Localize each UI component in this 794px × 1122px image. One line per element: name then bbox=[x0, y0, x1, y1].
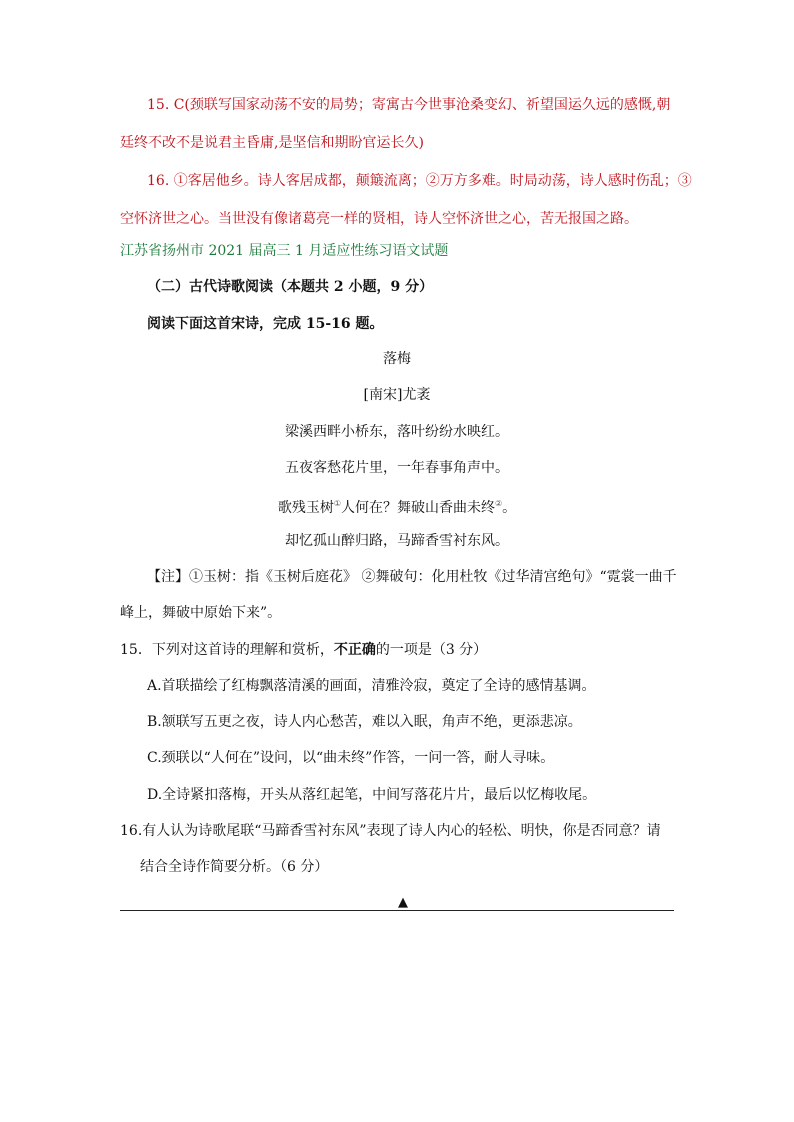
poem-line-3-part-b: 人何在？舞破山香曲未终 bbox=[341, 500, 495, 516]
poem-line-4: 却忆孤山醉归路，马蹄香雪衬东风。 bbox=[285, 533, 509, 549]
question-15-emphasis: 不正确 bbox=[333, 642, 376, 658]
option-c: C.颈联以“人何在”设问，以“曲未终”作答，一问一答，耐人寻味。 bbox=[147, 750, 555, 766]
poem-author: [南宋]尤袤 bbox=[363, 387, 431, 403]
question-16-line1: 16.有人认为诗歌尾联“马蹄香雪衬东风”表现了诗人内心的轻松、明快，你是否同意？请 bbox=[120, 823, 661, 839]
answer-marker-icon: ▲ bbox=[398, 895, 408, 910]
question-15-stem bbox=[120, 641, 487, 659]
answer-16-line1: 16. ①客居他乡。诗人客居成都，颠簸流离；②万方多难。时局动荡，诗人感时伤乱；③ bbox=[147, 173, 692, 189]
section-heading: （二）古代诗歌阅读（本题共 2 小题，9 分） bbox=[147, 279, 434, 295]
note-ref-1: ① bbox=[333, 499, 341, 508]
answer-15-line2: 廷终不改不是说君主昏庸,是坚信和期盼官运长久) bbox=[120, 135, 424, 151]
answer-15-line1: 15. C(颈联写国家动荡不安的局势；寄寓古今世事沧桑变幻、祈望国运久远的感慨,朝 bbox=[147, 97, 671, 113]
poem-line-3 bbox=[0, 495, 794, 517]
source-title: 江苏省扬州市 2021 届高三 1 月适应性练习语文试题 bbox=[120, 243, 449, 259]
answer-line bbox=[120, 910, 674, 911]
question-16-line2: 结合全诗作简要分析。（6 分） bbox=[140, 859, 329, 875]
note-line-1: 【注】①玉树：指《玉树后庭花》 ②舞破句：化用杜牧《过华清宫绝句》“霓裳一曲千 bbox=[147, 569, 677, 585]
poem-title: 落梅 bbox=[383, 351, 411, 367]
poem-line-3-part-a: 歌残玉树 bbox=[277, 500, 334, 516]
question-15-stem-part-b: 的一项是（3 分） bbox=[375, 642, 488, 658]
note-ref-2: ② bbox=[495, 499, 503, 508]
instruction: 阅读下面这首宋诗，完成 15-16 题。 bbox=[147, 316, 384, 332]
answer-16-line2: 空怀济世之心。当世没有像诸葛亮一样的贤相，诗人空怀济世之心，苦无报国之路。 bbox=[120, 211, 638, 227]
question-15-stem-part-a: 15．下列对这首诗的理解和赏析， bbox=[120, 642, 334, 658]
poem-line-3-part-c: 。 bbox=[502, 500, 517, 516]
option-b: B.颔联写五更之夜，诗人内心愁苦，难以入眠，角声不绝，更添悲凉。 bbox=[147, 714, 582, 730]
option-d: D.全诗紧扣落梅，开头从落红起笔，中间写落花片片，最后以忆梅收尾。 bbox=[147, 787, 597, 803]
poem-line-2: 五夜客愁花片里，一年春事角声中。 bbox=[285, 460, 509, 476]
note-line-2: 峰上，舞破中原始下来”。 bbox=[120, 605, 282, 621]
poem-line-1: 梁溪西畔小桥东，落叶纷纷水映红。 bbox=[285, 424, 509, 440]
option-a: A.首联描绘了红梅飘落清溪的画面，清雅泠寂，奠定了全诗的感情基调。 bbox=[147, 678, 596, 694]
